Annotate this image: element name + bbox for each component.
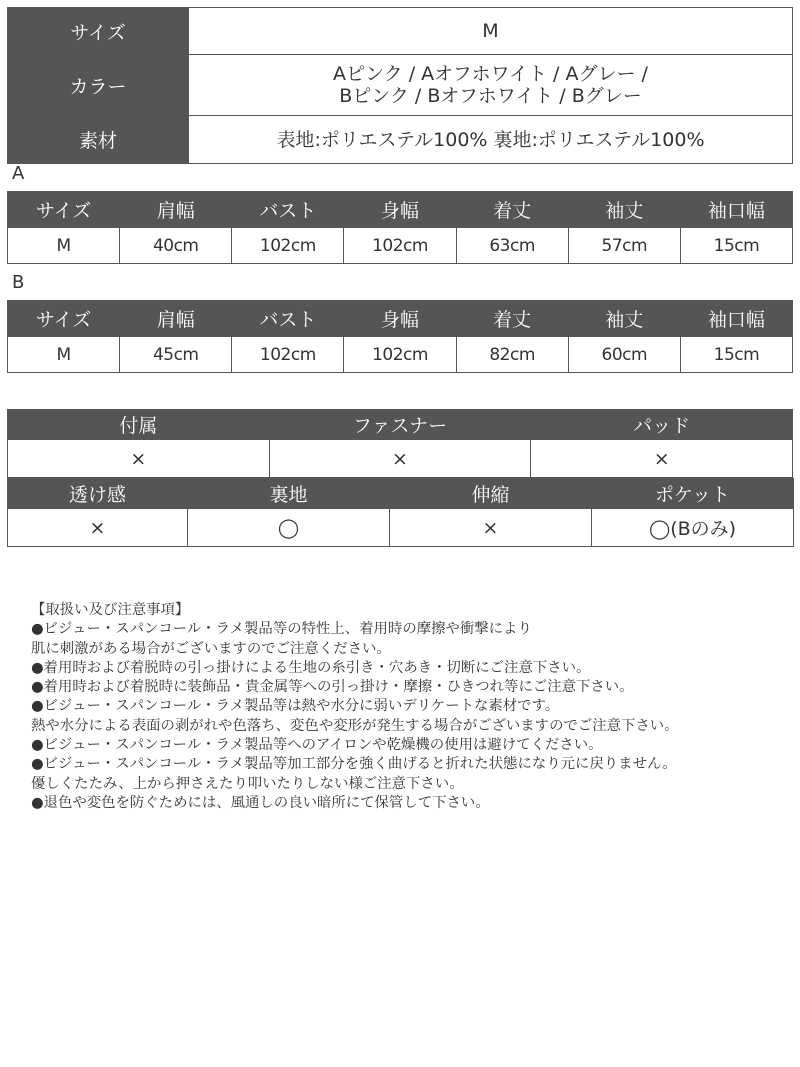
spec-value-size xyxy=(189,8,793,55)
value-size: M xyxy=(8,228,120,264)
value-sleeve-length: 57cm xyxy=(568,228,680,264)
value-size: M xyxy=(8,337,120,373)
spec-value-material xyxy=(189,116,793,164)
value-body-width: 102cm xyxy=(344,337,456,373)
value-bust: 102cm xyxy=(232,337,344,373)
value-stretch: × xyxy=(390,509,592,547)
size-table-a xyxy=(7,191,793,264)
header-cuff-width: 袖口幅 xyxy=(680,301,792,337)
size-table-b xyxy=(7,300,793,373)
header-size: サイズ xyxy=(8,301,120,337)
spec-row-size xyxy=(8,8,793,55)
header-bust: バスト xyxy=(232,301,344,337)
header-lining: 裏地 xyxy=(188,479,390,509)
care-note-line: 熱や水分による表面の剥がれや色落ち、変色や変形が発生する場合がございますのでご注意下さい。 xyxy=(31,717,679,734)
size-table-a-value-row xyxy=(8,228,793,264)
spec-label-color: カラー xyxy=(8,55,189,116)
value-accessories: × xyxy=(8,440,270,478)
value-sleeve-length: 60cm xyxy=(568,337,680,373)
value-lining: ◯ xyxy=(188,509,390,547)
value-shoulder: 40cm xyxy=(120,228,232,264)
care-note-line: ●ビジュー・スパンコール・ラメ製品等は熱や水分に弱いデリケートな素材です。 xyxy=(31,698,560,715)
size-table-a-header-row xyxy=(8,192,793,228)
spec-value-color-line-2: Bピンク / Bオフホワイト / Bグレー xyxy=(339,85,642,107)
size-table-a-label: A xyxy=(12,163,25,184)
spec-value-color xyxy=(189,55,793,116)
header-zipper: ファスナー xyxy=(269,410,531,440)
value-cuff-width: 15cm xyxy=(680,337,792,373)
care-notes xyxy=(31,601,791,813)
care-note-line: ●ビジュー・スパンコール・ラメ製品等加工部分を強く曲げると折れた状態になり元に戻りません。 xyxy=(31,756,677,773)
value-length: 82cm xyxy=(456,337,568,373)
header-size: サイズ xyxy=(8,192,120,228)
care-note-line: ●着用時および着脱時の引っ掛けによる生地の糸引き・穴あき・切断にご注意下さい。 xyxy=(31,659,591,676)
header-length: 着丈 xyxy=(456,192,568,228)
spec-table xyxy=(7,7,793,164)
value-pocket: ◯(Bのみ) xyxy=(592,509,794,547)
care-notes-title: 【取扱い及び注意事項】 xyxy=(31,602,190,618)
header-shoulder: 肩幅 xyxy=(120,192,232,228)
value-bust: 102cm xyxy=(232,228,344,264)
header-sheerness: 透け感 xyxy=(8,479,188,509)
care-note-line: ●ビジュー・スパンコール・ラメ製品等の特性上、着用時の摩擦や衝撃により xyxy=(31,621,532,638)
care-note-line: ●ビジュー・スパンコール・ラメ製品等へのアイロンや乾燥機の使用は避けてください。 xyxy=(31,737,603,754)
header-stretch: 伸縮 xyxy=(390,479,592,509)
feature-table-2-header-row xyxy=(8,479,794,509)
feature-table-2-value-row xyxy=(8,509,794,547)
feature-table-2 xyxy=(7,478,794,547)
value-cuff-width: 15cm xyxy=(680,228,792,264)
care-note-line: ●退色や変色を防ぐためには、風通しの良い暗所にて保管して下さい。 xyxy=(31,794,490,811)
header-shoulder: 肩幅 xyxy=(120,301,232,337)
header-body-width: 身幅 xyxy=(344,301,456,337)
header-body-width: 身幅 xyxy=(344,192,456,228)
value-length: 63cm xyxy=(456,228,568,264)
spec-value-material-line: 表地:ポリエステル100% 裏地:ポリエステル100% xyxy=(276,128,705,151)
header-pocket: ポケット xyxy=(592,479,794,509)
header-sleeve-length: 袖丈 xyxy=(568,301,680,337)
value-pad: × xyxy=(531,440,793,478)
spec-value-size-line: M xyxy=(482,20,499,42)
spec-row-material xyxy=(8,116,793,164)
care-note-line: 肌に刺激がある場合がございますのでご注意ください。 xyxy=(31,640,391,657)
header-pad: パッド xyxy=(531,410,793,440)
header-cuff-width: 袖口幅 xyxy=(680,192,792,228)
header-sleeve-length: 袖丈 xyxy=(568,192,680,228)
feature-table-1-header-row xyxy=(8,410,793,440)
header-accessories: 付属 xyxy=(8,410,270,440)
care-note-line: 優しくたたみ、上から押さえたり叩いたりしない様ご注意下さい。 xyxy=(31,775,464,792)
header-bust: バスト xyxy=(232,192,344,228)
value-sheerness: × xyxy=(8,509,188,547)
size-table-b-value-row xyxy=(8,337,793,373)
value-shoulder: 45cm xyxy=(120,337,232,373)
value-body-width: 102cm xyxy=(344,228,456,264)
size-table-b-label: B xyxy=(12,272,25,293)
spec-label-size: サイズ xyxy=(8,8,189,55)
spec-row-color xyxy=(8,55,793,116)
feature-table-1 xyxy=(7,409,793,478)
feature-table-1-value-row xyxy=(8,440,793,478)
size-table-b-header-row xyxy=(8,301,793,337)
spec-value-color-line-1: Aピンク / Aオフホワイト / Aグレー / xyxy=(333,63,648,85)
spec-label-material: 素材 xyxy=(8,116,189,164)
care-note-line: ●着用時および着脱時に装飾品・貴金属等への引っ掛け・摩擦・ひきつれ等にご注意下さい。 xyxy=(31,679,634,696)
header-length: 着丈 xyxy=(456,301,568,337)
value-zipper: × xyxy=(269,440,531,478)
